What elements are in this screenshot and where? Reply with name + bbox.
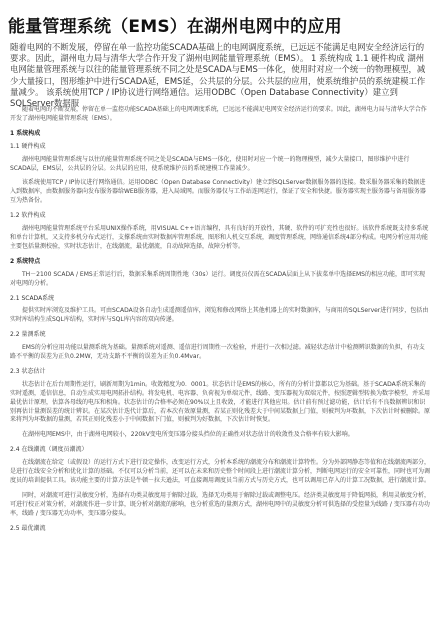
article-body (10, 106, 430, 538)
section-heading: 1 系统构成 (10, 129, 41, 137)
section-heading: 2 系统特点 (10, 257, 41, 265)
subsection-heading: 2.3 状态估计 (10, 367, 46, 375)
body-paragraph: EMS的分析应用功能以量测系统为基础。量测系统对遥测、遥信进行周期性一次检验，并进行一次相过滤。减轻状态估计中检测辨识数据的负担，有功支路不平衡的误差为正负0.2MW，无功支路不平衡的误差为正负0.4Mvar。 (10, 344, 425, 361)
body-paragraph: 同时，对潮流可进行灵敏度分析，选择有功类灵敏度用于解除过载，选择无功类用于解除过载或调整电压。经济类灵敏度用于降低网损，利用灵敏度分析，可进行校正对策分析，对潮流作进一步计算，既分析对潮流的影响，也分析重选的量测方式，湖州电网中的灵敏度分析可供选择的受控量为线路 / 变压器有功功率，线路 / 变压器无功功率，变压器分接头。 (10, 491, 431, 517)
body-paragraph: 湖州电网能量管理系统与以往的能量管理系统不同之处是SCADA与EMS一体化，使用时对应一个统一的物理模型，减少大量接口，图形维护中进行SCADA层，EMS层，公共层的分层。公共层的应用，使系统维护员的系统建模工作量减少。 (10, 155, 410, 172)
body-paragraph: 湖州电网能量管理系统平台采用UNIX操作系统，用VISUAL C++语言编程，具有良好的开放性，其硬、软件的可扩充性也很好。该软件系统既支持多系统和单台计算机，又支持多机分布式运行，支撑系统由实时数据库管理系统，图形和人机交互系统，调度管理系统，网络通信系统4部分构成。电网分析应用功能主要包括量测校验，实时状态估计，在线潮流，最优潮流，自动故障选择，故障分析等。 (10, 225, 429, 250)
subsection-heading: 2.2 量测系统 (10, 331, 46, 339)
subsection-heading: 1.1 硬件构成 (10, 142, 46, 150)
body-paragraph: 在湖州电网EMS中，由于湖州电网较小，220kV变电所变压器分接头挡位的正确性对状态估计的收敛性及合格率有较大影响。 (22, 431, 354, 439)
intro-paragraph: 随着电网的不断发展，停留在单一监控功能SCADA基础上的电网调度系统，已远远不能满足电网安全经济运行的要求。因此，湖州电力局与清华大学合作开发了湖州电网能量管理系统（EMS）。 1 系统构成 1.1 硬件构成 湖州电网能量管理系统与以往的能量管理系统不同之处是SCADA与EMS一体化，使用时对应一个统一的物理模型，减少大量接口，图形维护中进行SCADA延，EMS延，公共层的分层。公共层的应用，使系统维护员的系统建模工作量减少。 该系统使用TCP / IP协议进行网络通信。运用ODBC（Open Database Connectivity）建立到SQLServer数据服 (10, 42, 426, 109)
body-paragraph: 该系统使用TCP / IP协议进行网络通信。运用ODBC（Open Database Connectivity）建立到SQLServer数据服务器的连接。数采服务器采集的数据进入到数据库，由数据服务器向发布服务器给WEB服务器，进入局域网。而服务器仅与工作站连网运行，保证了安全和快捷。服务器实现主服务器与备用服务器互为热备份。 (10, 179, 426, 205)
body-paragraph: 提供实时库浏览及维护工具。可由SCADA设备自动生成遥测遥信库，浏览和修改网络上其他机器上的实时数据库，与商用的SQLServer进行同步，包括由实时库结构生成SQL库结构，实时库与SQL库内容的双向传递。 (10, 307, 429, 324)
subsection-heading: 1.2 软件构成 (10, 212, 46, 220)
body-paragraph: 在线潮流在给定（或假设）的运行方式下进行设定操作，改变运行方式，分析本系统的潮流分布和潮流计算特性。分为外部网静态等值和在线潮流两部分，是进行在线安全分析和优化计算的基础。不仅可以分析当前，还可以在未来和历史整个时间段上进行潮流计算分析，判断电网运行的安全可靠性，同时也可为调度员的培训提供工具。该功能主要的计算方法是牛顿－拉夫逊法，可直接调用调度员当前方式与历史方式，也可以调用已存入的计算工况数据，进行潮流计算。 (10, 459, 431, 484)
subsection-heading: 2.4 在线潮流（调度员潮流） (10, 446, 88, 454)
body-paragraph: 随着电网的不断发展，停留在单一监控功能SCADA基础上的电网调度系统，已远远不能满足电网安全经济运行的要求。因此，湖州电力局与清华大学合作开发了湖州电网能量管理系统（EMS）。 (10, 106, 427, 122)
subsection-heading: 2.1 SCADA系统 (10, 294, 55, 302)
body-paragraph: 状态估计在后台周期性运行，刷新周期为1min。收敛精度为0．0001。状态估计是EMS的核心，所有的分析计算都以它为基础。基于SCADA系统采集的实时遥测，遥信信息，自动生成实用电网拓扑结构。将发电机、电容器、负荷视为单端元件，线路、变压器视为双端元件，按照逻辑型转换为数字模型，并采用最优估计原理，估算各母线的电压和相角。状态估计的合格率必须在90%以上且收敛，才能进行其他应用。估计前有预过滤功能，估计后有不良数据辨识和识别再估计量测误差的统计辨识。在某次估计迭代计算后，若本次有效原量测，若某正则化残差大于中间某数据上门值，则被判为坏数据，下次估计时被删除。原来将判为坏数据的量测，若其正则化残差小于中间数据下门值，则被判为好数据，下次估计时恢复。 (10, 380, 431, 424)
intro-block (10, 42, 430, 109)
body-paragraph: TH－2100 SCADA / EMS正常运行后，数据采集系统周期性地（30s）运行。调度员仅需在SCADA层面上从下拔菜单中选择EMS的相应功能，即可实现对电网的分析。 (10, 270, 425, 287)
page-title: 能量管理系统（EMS）在湖州电网中的应用 (8, 17, 342, 37)
subsection-heading: 2.5 最优潮流 (10, 524, 46, 532)
